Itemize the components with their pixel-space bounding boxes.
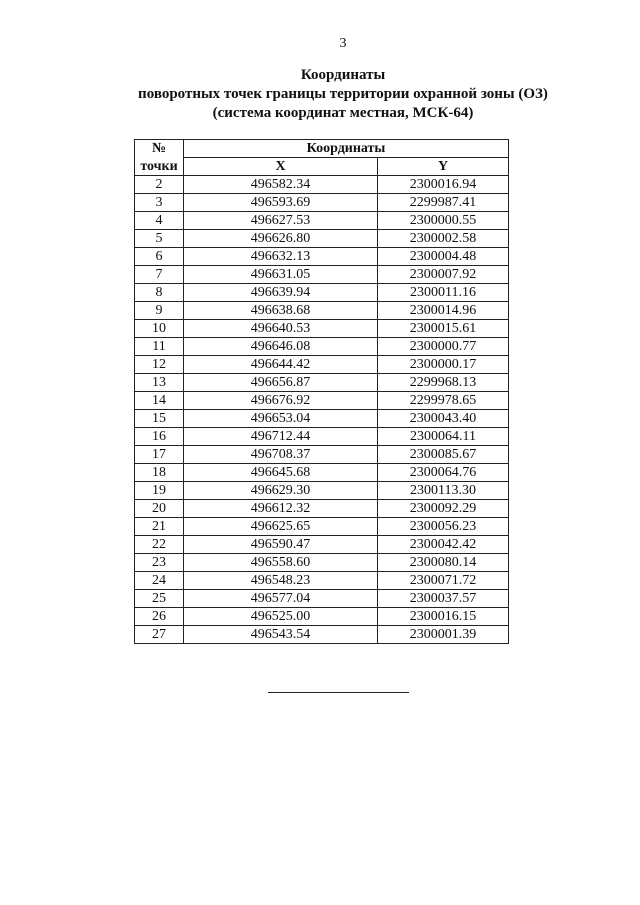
y-value: 2300037.57 [378, 590, 509, 608]
x-value: 496525.00 [184, 608, 378, 626]
y-value: 2300064.76 [378, 464, 509, 482]
x-value: 496644.42 [184, 356, 378, 374]
title-line-3: (система координат местная, МСК-64) [212, 105, 474, 121]
table-row [135, 374, 509, 392]
y-value: 2300016.15 [378, 608, 509, 626]
table-row [135, 590, 509, 608]
x-value: 496548.23 [184, 572, 378, 590]
y-value: 2300080.14 [378, 554, 509, 572]
table-row [135, 554, 509, 572]
header-coordinates: Координаты [184, 140, 509, 158]
point-number: 15 [135, 410, 184, 428]
table-row [135, 284, 509, 302]
x-value: 496656.87 [184, 374, 378, 392]
x-value: 496631.05 [184, 266, 378, 284]
end-divider [268, 692, 409, 693]
point-number: 21 [135, 518, 184, 536]
point-number: 14 [135, 392, 184, 410]
header-num: № [135, 140, 184, 158]
x-value: 496629.30 [184, 482, 378, 500]
table-row [135, 194, 509, 212]
y-value: 2299987.41 [378, 194, 509, 212]
table-row [135, 338, 509, 356]
y-value: 2300000.55 [378, 212, 509, 230]
x-value: 496640.53 [184, 320, 378, 338]
y-value: 2300056.23 [378, 518, 509, 536]
point-number: 12 [135, 356, 184, 374]
x-value: 496646.08 [184, 338, 378, 356]
table-row [135, 302, 509, 320]
table-row [135, 464, 509, 482]
header-x: X [184, 158, 378, 176]
table-row [135, 626, 509, 644]
x-value: 496577.04 [184, 590, 378, 608]
point-number: 20 [135, 500, 184, 518]
y-value: 2300001.39 [378, 626, 509, 644]
x-value: 496590.47 [184, 536, 378, 554]
point-number: 19 [135, 482, 184, 500]
y-value: 2300007.92 [378, 266, 509, 284]
table-row [135, 392, 509, 410]
coordinates-table [134, 139, 509, 644]
table-row [135, 518, 509, 536]
table-row [135, 500, 509, 518]
x-value: 496625.65 [184, 518, 378, 536]
point-number: 11 [135, 338, 184, 356]
x-value: 496653.04 [184, 410, 378, 428]
point-number: 7 [135, 266, 184, 284]
point-number: 8 [135, 284, 184, 302]
point-number: 25 [135, 590, 184, 608]
y-value: 2299978.65 [378, 392, 509, 410]
x-value: 496558.60 [184, 554, 378, 572]
point-number: 16 [135, 428, 184, 446]
header-y: Y [378, 158, 509, 176]
x-value: 496543.54 [184, 626, 378, 644]
point-number: 13 [135, 374, 184, 392]
y-value: 2300071.72 [378, 572, 509, 590]
title-line-1: Координаты [300, 67, 386, 83]
table-row [135, 248, 509, 266]
x-value: 496626.80 [184, 230, 378, 248]
x-value: 496638.68 [184, 302, 378, 320]
table-row [135, 428, 509, 446]
y-value: 2300064.11 [378, 428, 509, 446]
x-value: 496582.34 [184, 176, 378, 194]
point-number: 17 [135, 446, 184, 464]
point-number: 24 [135, 572, 184, 590]
point-number: 10 [135, 320, 184, 338]
point-number: 27 [135, 626, 184, 644]
y-value: 2300000.77 [378, 338, 509, 356]
table-row [135, 320, 509, 338]
y-value: 2300015.61 [378, 320, 509, 338]
y-value: 2300014.96 [378, 302, 509, 320]
x-value: 496627.53 [184, 212, 378, 230]
y-value: 2300042.42 [378, 536, 509, 554]
point-number: 2 [135, 176, 184, 194]
point-number: 4 [135, 212, 184, 230]
table-row [135, 176, 509, 194]
point-number: 5 [135, 230, 184, 248]
x-value: 496645.68 [184, 464, 378, 482]
y-value: 2300004.48 [378, 248, 509, 266]
page-number: 3 [339, 36, 347, 51]
title-line-2: поворотных точек границы территории охранной зоны (ОЗ) [138, 86, 548, 102]
x-value: 496676.92 [184, 392, 378, 410]
x-value: 496712.44 [184, 428, 378, 446]
table-row [135, 212, 509, 230]
point-number: 9 [135, 302, 184, 320]
point-number: 6 [135, 248, 184, 266]
x-value: 496639.94 [184, 284, 378, 302]
table-row [135, 446, 509, 464]
x-value: 496708.37 [184, 446, 378, 464]
table-row [135, 266, 509, 284]
y-value: 2300085.67 [378, 446, 509, 464]
y-value: 2300043.40 [378, 410, 509, 428]
table-body [135, 176, 509, 644]
table-row [135, 482, 509, 500]
x-value: 496612.32 [184, 500, 378, 518]
y-value: 2300113.30 [378, 482, 509, 500]
point-number: 3 [135, 194, 184, 212]
table-row [135, 230, 509, 248]
x-value: 496593.69 [184, 194, 378, 212]
table-row [135, 572, 509, 590]
point-number: 18 [135, 464, 184, 482]
table-row [135, 356, 509, 374]
y-value: 2300011.16 [378, 284, 509, 302]
x-value: 496632.13 [184, 248, 378, 266]
y-value: 2300000.17 [378, 356, 509, 374]
point-number: 22 [135, 536, 184, 554]
point-number: 26 [135, 608, 184, 626]
y-value: 2300016.94 [378, 176, 509, 194]
header-num-label: точки [135, 158, 184, 176]
table-row [135, 608, 509, 626]
y-value: 2300092.29 [378, 500, 509, 518]
point-number: 23 [135, 554, 184, 572]
table-row [135, 410, 509, 428]
table-row [135, 536, 509, 554]
y-value: 2300002.58 [378, 230, 509, 248]
y-value: 2299968.13 [378, 374, 509, 392]
